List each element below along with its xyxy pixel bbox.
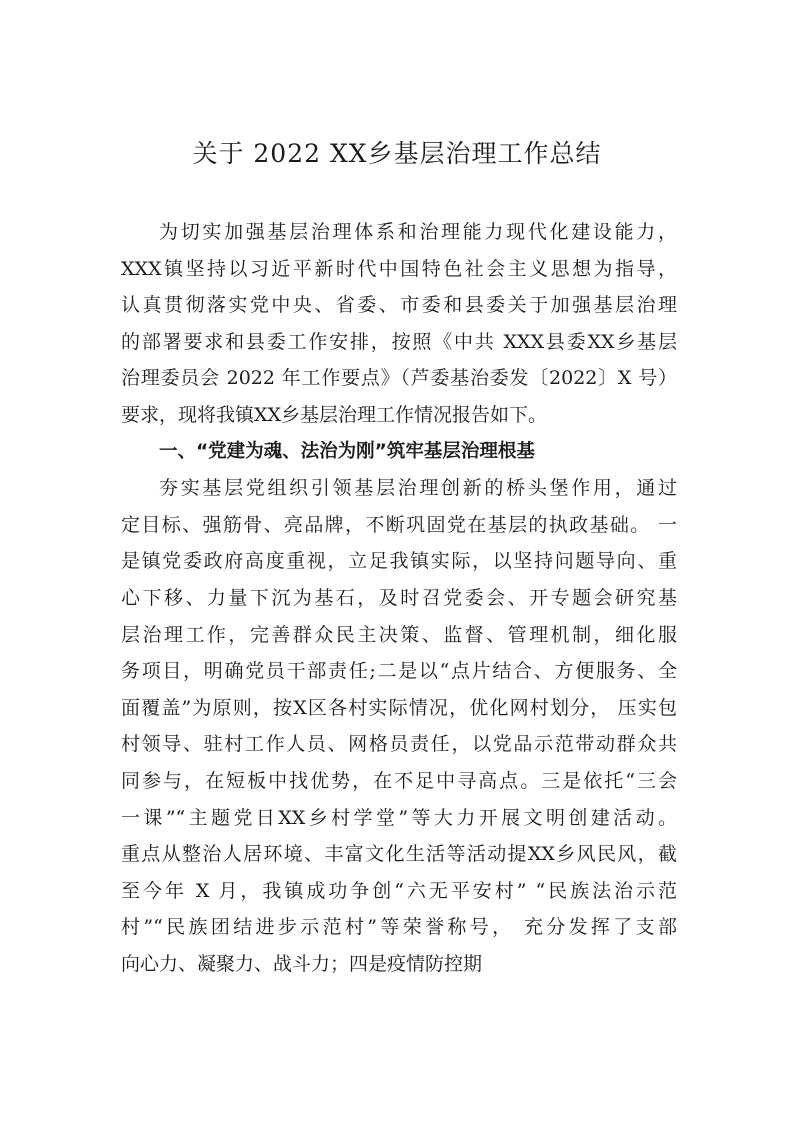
document-body: [121, 214, 677, 982]
paragraph-line: 重点从整治人居环境、丰富文化生活等活动提XX乡风民风，截: [121, 843, 677, 866]
paragraph-line: 向心力、凝聚力、战斗力；四是疫情防控期: [121, 952, 483, 975]
paragraph-line: 一课”“主题党日XX乡村学堂”等大力开展文明创建活动。: [121, 806, 677, 829]
paragraph-line: 村”“民族团结进步示范村”等荣誉称号， 充分发挥了支部: [121, 916, 677, 939]
document-title: 关于 2022 XX乡基层治理工作总结: [192, 139, 602, 168]
paragraph-line: 务项目，明确党员干部责任;二是以“点片结合、方便服务、全: [121, 660, 677, 683]
paragraph-line: 同参与，在短板中找优势，在不足中寻高点。三是依托“三会: [121, 769, 677, 792]
paragraph-line: 定目标、强筋骨、亮品牌，不断巩固党在基层的执政基础。 一: [121, 513, 677, 536]
paragraph-line: 为切实加强基层治理体系和治理能力现代化建设能力，: [159, 221, 677, 243]
paragraph-line: 治理委员会 2022 年工作要点》（芦委基治委发〔2022〕X 号）: [121, 367, 677, 390]
paragraph-line: 是镇党委政府高度重视，立足我镇实际，以坚持问题导向、重: [121, 550, 677, 573]
paragraph-line: 面覆盖”为原则，按X区各村实际情况，优化网村划分， 压实包: [121, 696, 677, 719]
paragraph-line: 村领导、驻村工作人员、网格员责任，以党品示范带动群众共: [121, 733, 677, 756]
paragraph-line: 夯实基层党组织引领基层治理创新的桥头堡作用，通过: [159, 477, 677, 500]
paragraph-line: 至今年 X 月，我镇成功争创“六无平安村” “民族法治示范: [121, 879, 677, 902]
paragraph-line: 认真贯彻落实党中央、省委、市委和县委关于加强基层治理: [121, 294, 677, 317]
paragraph-line: XXX镇坚持以习近平新时代中国特色社会主义思想为指导，: [121, 257, 677, 280]
paragraph-line: 要求，现将我镇XX乡基层治理工作情况报告如下。: [121, 403, 548, 426]
section-heading: 一、“党建为魂、法治为刚”筑牢基层治理根基: [159, 440, 535, 462]
paragraph-line: 的部署要求和县委工作安排，按照《中共 XXX县委XX乡基层: [121, 330, 677, 353]
paragraph-line: 层治理工作，完善群众民主决策、监督、管理机制，细化服: [121, 623, 677, 646]
paragraph-line: 心下移、力量下沉为基石，及时召党委会、开专题会研究基: [121, 586, 677, 609]
